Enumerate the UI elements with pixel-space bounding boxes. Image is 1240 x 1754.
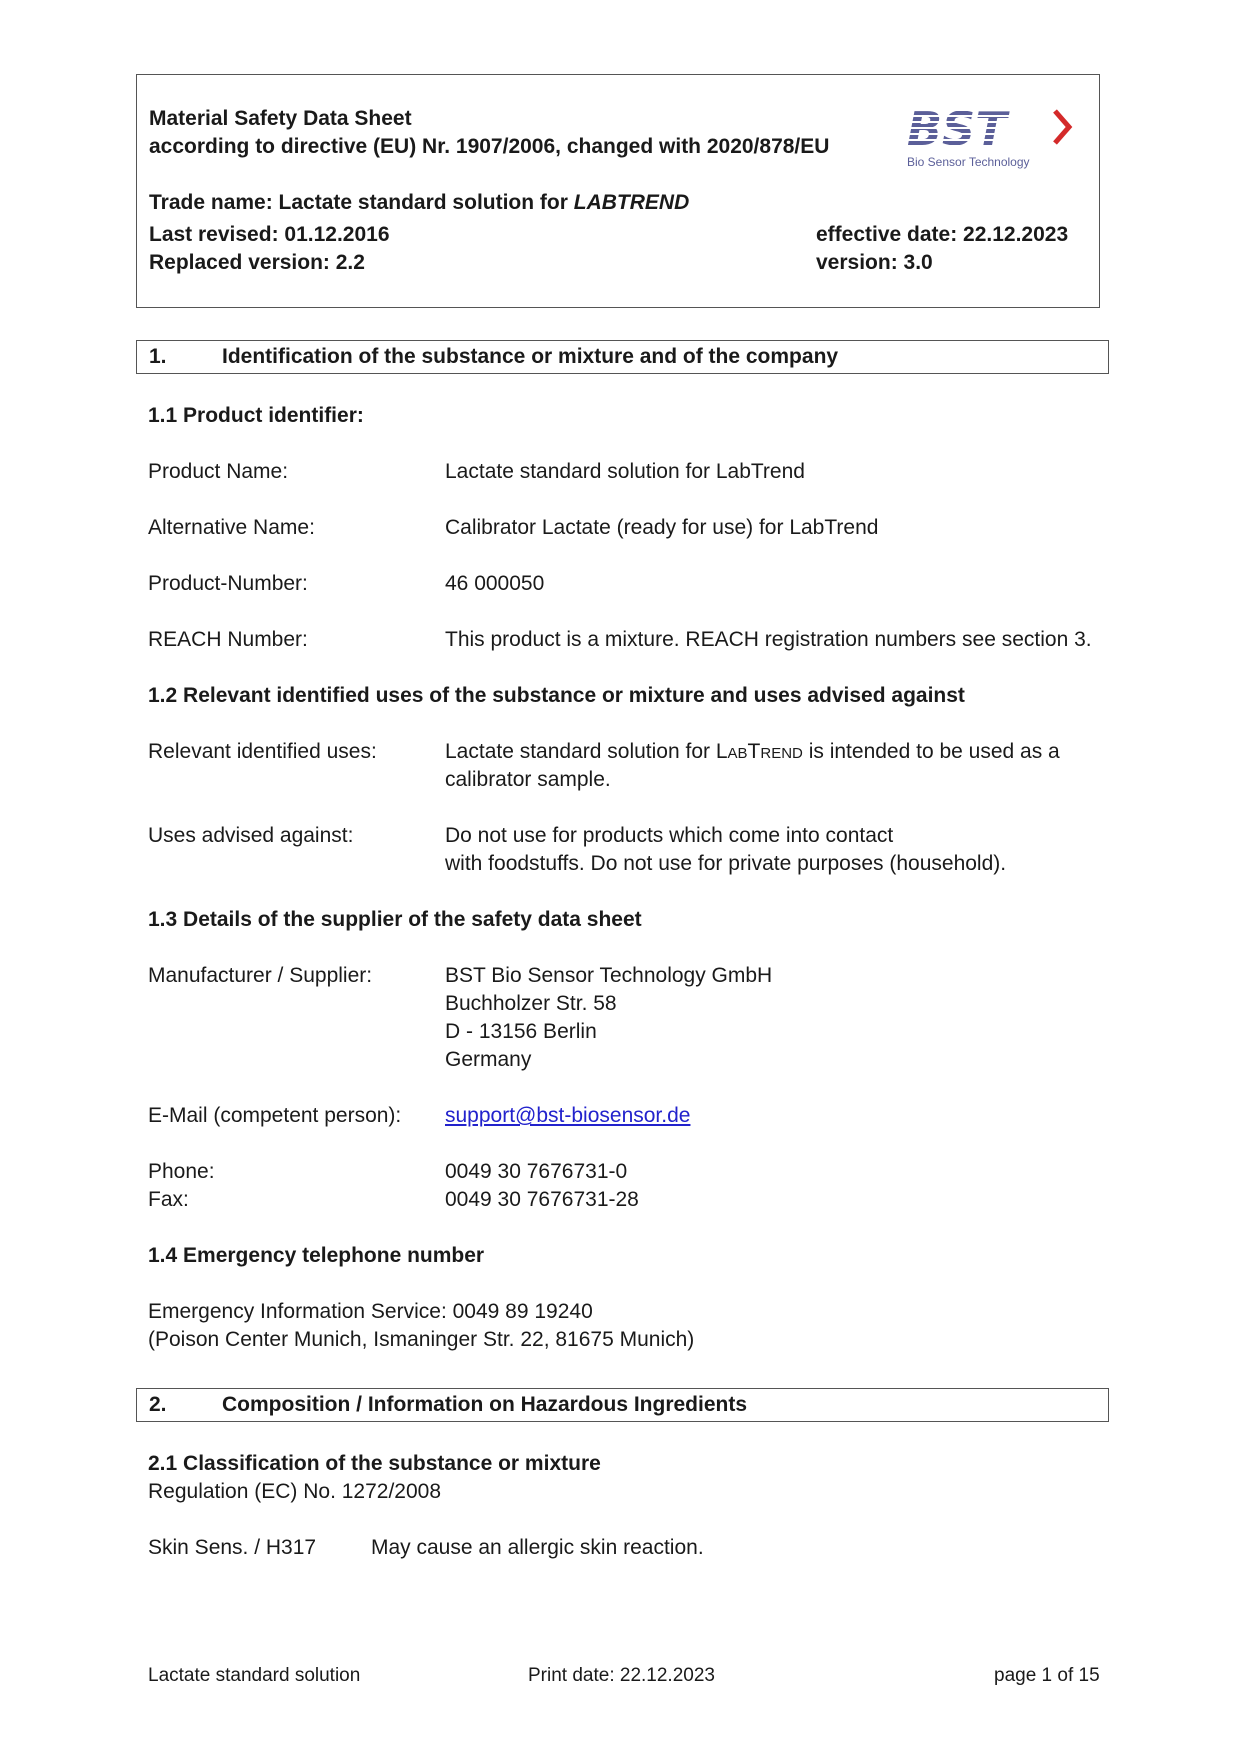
replaced-version: Replaced version: 2.2 — [149, 251, 365, 274]
identified-uses-brand: LabTrend — [715, 740, 803, 763]
identified-uses-text-post: is intended to be used as a — [802, 740, 1060, 763]
subsection-2-1-heading: 2.1 Classification of the substance or mixture — [148, 1452, 601, 1475]
reach-number-label: REACH Number: — [148, 628, 308, 651]
bst-logo — [907, 105, 1087, 175]
product-number-value: 46 000050 — [445, 572, 545, 595]
manufacturer-line-4: Germany — [445, 1048, 532, 1071]
identified-uses-line-2: calibrator sample. — [445, 768, 611, 791]
subsection-1-1-heading: 1.1 Product identifier: — [148, 404, 364, 427]
email-link[interactable]: support@bst-biosensor.de — [445, 1104, 691, 1127]
section-2-title: Composition / Information on Hazardous Ingredients — [222, 1393, 748, 1416]
manufacturer-address — [445, 962, 772, 1074]
alternative-name-value: Calibrator Lactate (ready for use) for LabTrend — [445, 516, 879, 539]
effective-date: effective date: 22.12.2023 — [816, 223, 1069, 246]
document-subtitle: according to directive (EU) Nr. 1907/2006, changed with 2020/878/EU — [149, 135, 830, 158]
manufacturer-line-3: D - 13156 Berlin — [445, 1020, 597, 1043]
subsection-1-3-heading: 1.3 Details of the supplier of the safety data sheet — [148, 908, 642, 931]
manufacturer-line-1: BST Bio Sensor Technology GmbH — [445, 964, 773, 987]
uses-advised-against-line-1: Do not use for products which come into contact — [445, 824, 894, 847]
identified-uses-line-1 — [445, 738, 1060, 766]
phone-value: 0049 30 7676731-0 — [445, 1160, 628, 1183]
reach-number-value: This product is a mixture. REACH registration numbers see section 3. — [445, 628, 1092, 651]
uses-advised-against-value — [445, 822, 1006, 878]
product-name-label: Product Name: — [148, 460, 289, 483]
section-2-heading-box — [136, 1388, 1109, 1422]
logo-wordmark: BST — [907, 105, 1007, 156]
section-1-number: 1. — [149, 345, 167, 368]
document-header-box — [136, 74, 1100, 308]
section-2-number: 2. — [149, 1393, 167, 1416]
product-number-label: Product-Number: — [148, 572, 308, 595]
footer-print-date: Print date: 22.12.2023 — [528, 1665, 715, 1686]
logo-red-chevron-icon — [1055, 111, 1069, 143]
uses-advised-against-label: Uses advised against: — [148, 824, 354, 847]
identified-uses-value — [445, 738, 1060, 794]
alternative-name-label: Alternative Name: — [148, 516, 315, 539]
trade-name-product: LABTREND — [573, 191, 690, 214]
regulation-text: Regulation (EC) No. 1272/2008 — [148, 1480, 442, 1503]
section-1-title: Identification of the substance or mixture and of the company — [222, 345, 839, 368]
phone-label: Phone: — [148, 1160, 215, 1183]
last-revised: Last revised: 01.12.2016 — [149, 223, 390, 246]
fax-label: Fax: — [148, 1188, 189, 1211]
section-1-heading-box — [136, 340, 1109, 374]
manufacturer-label: Manufacturer / Supplier: — [148, 964, 373, 987]
product-name-value: Lactate standard solution for LabTrend — [445, 460, 805, 483]
fax-value: 0049 30 7676731-28 — [445, 1188, 639, 1211]
hazard-code: Skin Sens. / H317 — [148, 1536, 317, 1559]
document-title: Material Safety Data Sheet — [149, 107, 412, 130]
emergency-info-line-2: (Poison Center Munich, Ismaninger Str. 22, 81675 Munich) — [148, 1328, 695, 1351]
email-label: E-Mail (competent person): — [148, 1104, 402, 1127]
identified-uses-text-pre: Lactate standard solution for — [445, 740, 716, 763]
logo-subtitle: Bio Sensor Technology — [907, 155, 1030, 169]
trade-name — [149, 191, 689, 215]
trade-name-prefix: Trade name: Lactate standard solution for — [149, 191, 574, 214]
subsection-1-4-heading: 1.4 Emergency telephone number — [148, 1244, 485, 1267]
emergency-info-line-1: Emergency Information Service: 0049 89 19240 — [148, 1300, 593, 1323]
subsection-1-2-heading: 1.2 Relevant identified uses of the substance or mixture and uses advised against — [148, 684, 965, 707]
version-number: version: 3.0 — [816, 251, 933, 274]
footer-page-number: page 1 of 15 — [994, 1665, 1100, 1686]
uses-advised-against-line-2: with foodstuffs. Do not use for private purposes (household). — [445, 852, 1007, 875]
identified-uses-label: Relevant identified uses: — [148, 740, 377, 763]
footer-document-name: Lactate standard solution — [148, 1665, 361, 1686]
hazard-statement: May cause an allergic skin reaction. — [371, 1536, 704, 1559]
manufacturer-line-2: Buchholzer Str. 58 — [445, 992, 617, 1015]
